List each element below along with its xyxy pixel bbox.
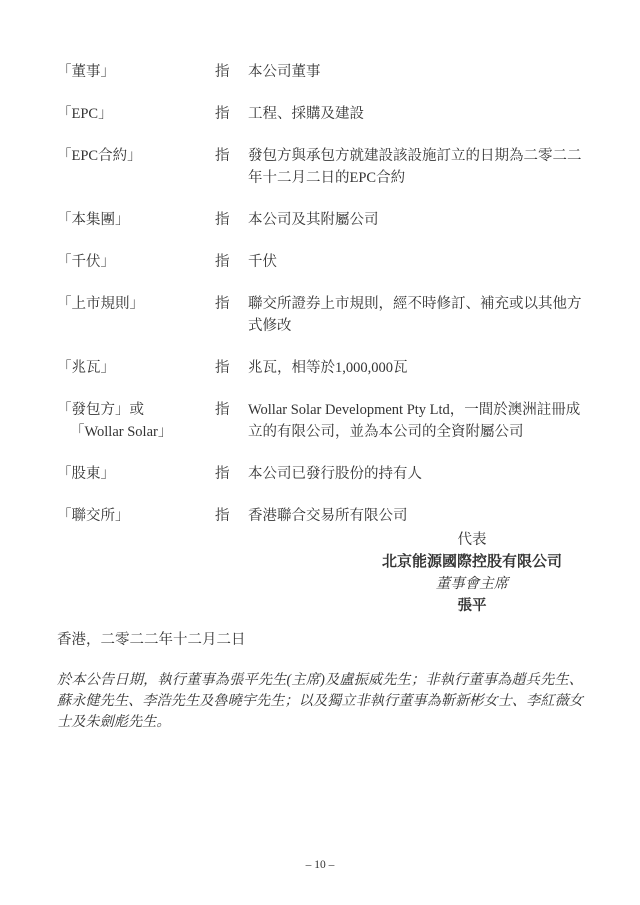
definition-term [57,251,215,273]
term-text: 「千伏」 [57,254,115,270]
definition-connector: 指 [215,212,230,228]
definition-text: 聯交所證券上市規則，經不時修訂、補充或以其他方式修改 [248,296,582,334]
definition-text: 發包方與承包方就建設該設施訂立的日期為二零二二年十二月二日的EPC合約 [248,148,582,186]
definition-text: 工程、採購及建設 [248,106,364,122]
definition-connector: 指 [215,64,230,80]
signature-block [369,529,575,617]
definition-connector: 指 [215,148,230,164]
definition-term [57,357,215,379]
definition-row [57,463,583,485]
definition-row [57,145,583,189]
definition-term [57,103,215,125]
definition-term [57,463,215,485]
term-text: 「兆瓦」 [57,360,115,376]
definition-row [57,399,583,443]
definition-connector: 指 [215,106,230,122]
on-behalf-label: 代表 [457,532,487,548]
definition-row [57,209,583,231]
definition-term [57,399,215,443]
definition-row [57,293,583,337]
definition-row [57,357,583,379]
definition-term [57,61,215,83]
definition-text: 兆瓦，相等於1,000,000瓦 [248,360,408,376]
place-date-line: 香港，二零二二年十二月二日 [57,632,246,648]
definition-row [57,251,583,273]
signatory-title: 董事會主席 [435,576,509,592]
term-text: 「上市規則」 [57,296,144,312]
definition-connector: 指 [215,508,230,524]
term-text: 「股東」 [57,466,115,482]
definition-text: 香港聯合交易所有限公司 [248,508,408,524]
definition-row [57,505,583,527]
signatory-name: 張平 [457,598,487,614]
definition-connector: 指 [215,402,230,418]
term-text: 「發包方」或 [57,402,144,418]
term-text: 「EPC」 [57,106,113,122]
definition-row [57,103,583,125]
term-text: 「EPC合約」 [57,148,142,164]
definition-term [57,209,215,231]
definition-term [57,505,215,527]
definition-text: Wollar Solar Development Pty Ltd，一間於澳洲註冊成立的有限公司，並為本公司的全資附屬公司 [248,402,581,440]
company-name: 北京能源國際控股有限公司 [381,554,562,570]
definition-connector: 指 [215,254,230,270]
definition-term [57,293,215,315]
term-text: 「本集團」 [57,212,130,228]
board-composition-paragraph: 於本公告日期，執行董事為張平先生(主席)及盧振威先生；非執行董事為趙兵先生、蘇永健先生、李浩先生及魯曉宇先生；以及獨立非執行董事為靳新彬女士、李紅薇女士及朱劍彪先生。 [57,672,583,730]
definition-text: 本公司已發行股份的持有人 [248,466,422,482]
definition-text: 本公司董事 [248,64,321,80]
definition-connector: 指 [215,466,230,482]
term-text: 「董事」 [57,64,115,80]
definition-term [57,145,215,167]
page-number: – 10 – [305,859,335,871]
definition-text: 本公司及其附屬公司 [248,212,379,228]
term-text-line2: 「Wollar Solar」 [70,424,173,440]
definition-connector: 指 [215,296,230,312]
definition-row [57,61,583,83]
definitions-list [57,61,583,527]
definition-text: 千伏 [248,254,277,270]
term-text: 「聯交所」 [57,508,130,524]
definition-connector: 指 [215,360,230,376]
